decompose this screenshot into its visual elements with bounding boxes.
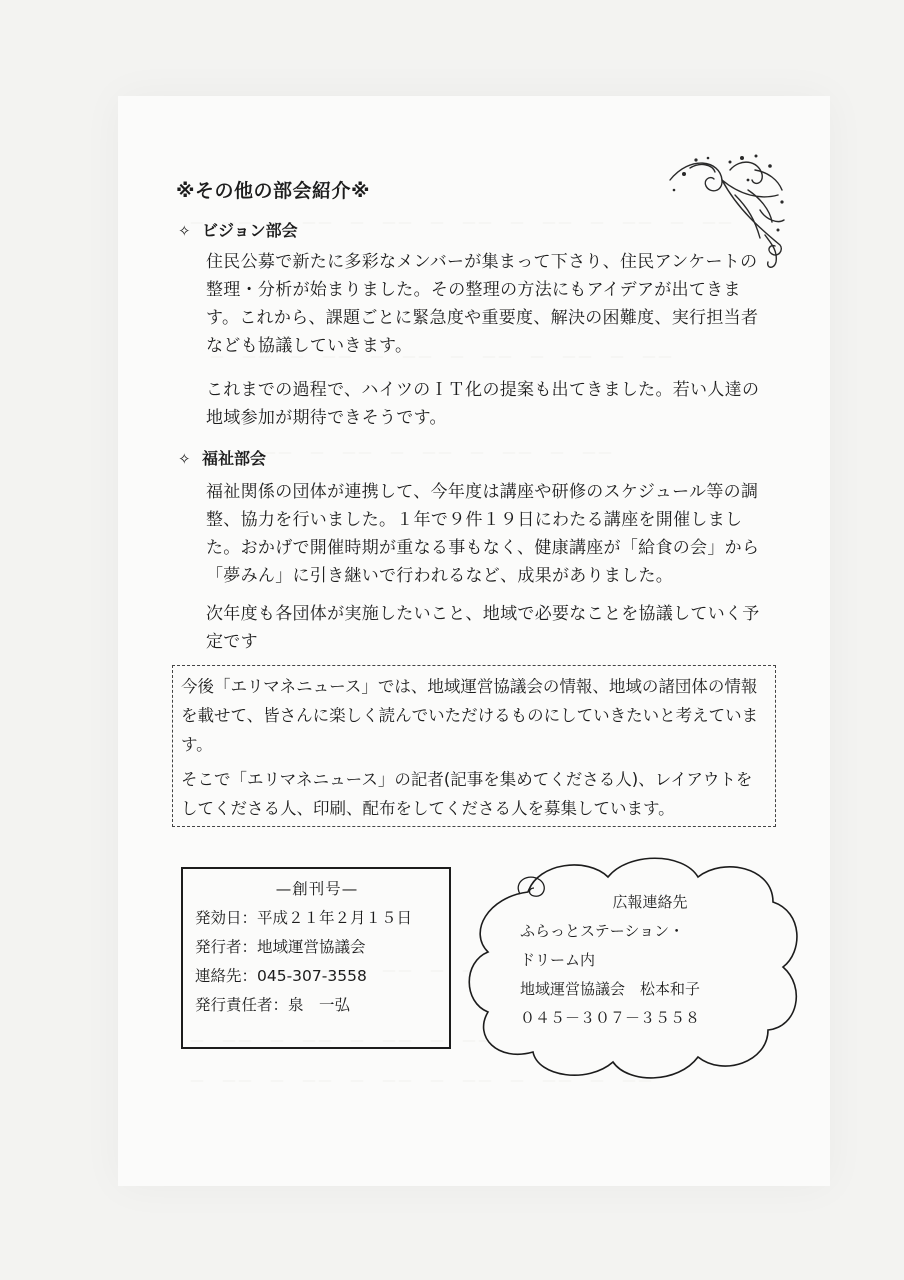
issue-info-box	[181, 867, 451, 1049]
pr-contact-line2: ドリーム内	[520, 951, 596, 969]
bleed-through-lines	[230, 442, 614, 462]
welfare-paragraph-2: 次年度も各団体が実施したいこと、地域で必要なことを協議していく予定です	[206, 604, 760, 652]
issue-header: —創刊号—	[275, 880, 359, 898]
vision-paragraph-2: これまでの過程で、ハイツのＩＴ化の提案も出てきました。若い人達の地域参加が期待できそうです。	[206, 380, 760, 428]
pr-contact	[520, 888, 780, 1033]
diamond-bullet-icon: ✧	[178, 222, 191, 240]
section-heading-welfare	[178, 446, 266, 469]
welfare-paragraph-1: 福祉関係の団体が連携して、今年度は講座や研修のスケジュール等の調整、協力を行いました。１年で９件１９日にわたる講座を開催しました。おかげで開催時期が重なる事もなく、健康講座が「給食の会」から「夢みん」に引き継いで行われるなど、成果がありました。	[206, 482, 760, 586]
vision-paragraph-1: 住民公募で新たに多彩なメンバーが集まって下さり、住民アンケートの整理・分析が始まりました。その整理の方法にもアイデアが出てきます。これから、課題ごとに緊急度や重要度、解決の困難度、実行担当者なども協議していきます。	[206, 252, 759, 356]
recruitment-notice-box	[172, 665, 776, 827]
pr-contact-line3: 地域運営協議会 松本和子	[520, 980, 701, 998]
issue-date: 発効日：平成２１年２月１５日	[195, 909, 413, 927]
issue-publisher: 発行者：地域運営協議会	[195, 938, 366, 956]
section-heading-vision	[178, 218, 298, 241]
section-heading-label: ビジョン部会	[202, 221, 298, 240]
pr-contact-phone: ０４５－３０７－３５５８	[520, 1009, 701, 1027]
section-title: ※その他の部会紹介※	[176, 180, 370, 202]
pr-contact-title: 広報連絡先	[612, 893, 688, 911]
diamond-bullet-icon: ✧	[178, 450, 191, 468]
issue-contact: 連絡先：045-307-3558	[195, 967, 367, 985]
notice-paragraph: 今後「エリマネニュース」では、地域運営協議会の情報、地域の諸団体の情報を載せて、皆さんに楽しく読んでいただけるものにしていきたいと考えています。	[181, 677, 759, 754]
pr-contact-line1: ふらっとステーション・	[520, 922, 685, 940]
section-heading-label: 福祉部会	[202, 449, 267, 468]
issue-responsible: 発行責任者：泉 一弘	[195, 996, 351, 1014]
notice-paragraph: そこで「エリマネニュース」の記者(記事を集めてくださる人)、レイアウトをしてくださる人、印刷、配布をしてくださる人を募集しています。	[181, 770, 753, 818]
